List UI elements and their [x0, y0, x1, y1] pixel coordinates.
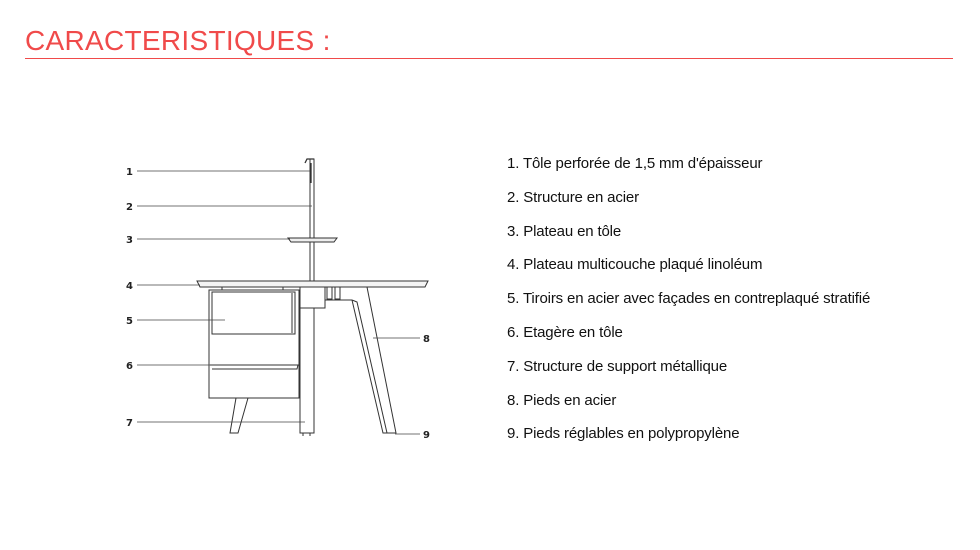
- callout-5: 5: [126, 316, 133, 327]
- right-leg: [352, 287, 396, 433]
- feature-item: 3. Plateau en tôle: [507, 222, 622, 240]
- callout-1: 1: [126, 167, 133, 178]
- section-title: CARACTERISTIQUES :: [25, 25, 331, 56]
- callout-7: 7: [126, 418, 133, 429]
- left-leg: [230, 398, 248, 433]
- feature-item: 2. Structure en acier: [507, 188, 639, 206]
- callout-6: 6: [126, 361, 133, 372]
- callout-2: 2: [126, 202, 133, 213]
- desk-top: [197, 281, 428, 287]
- feature-item: 5. Tiroirs en acier avec façades en contreplaqué stratifié: [507, 290, 871, 308]
- callout-3: 3: [126, 235, 133, 246]
- callout-4: 4: [126, 281, 133, 292]
- features-list: [507, 154, 870, 458]
- tray: [288, 238, 337, 242]
- feature-item: 7. Structure de support métallique: [507, 357, 728, 375]
- drawer-unit: [209, 290, 299, 398]
- feature-item: 6. Etagère en tôle: [507, 323, 623, 341]
- support-column: [300, 308, 314, 433]
- feature-item: 8. Pieds en acier: [507, 391, 617, 409]
- callout-8: 8: [423, 334, 430, 345]
- feature-item: 4. Plateau multicouche plaqué linoléum: [507, 256, 763, 274]
- feature-item: 1. Tôle perforée de 1,5 mm d'épaisseur: [507, 155, 763, 172]
- feature-item: 9. Pieds réglables en polypropylène: [507, 425, 740, 443]
- support-block: [300, 287, 325, 308]
- callout-9: 9: [423, 430, 430, 441]
